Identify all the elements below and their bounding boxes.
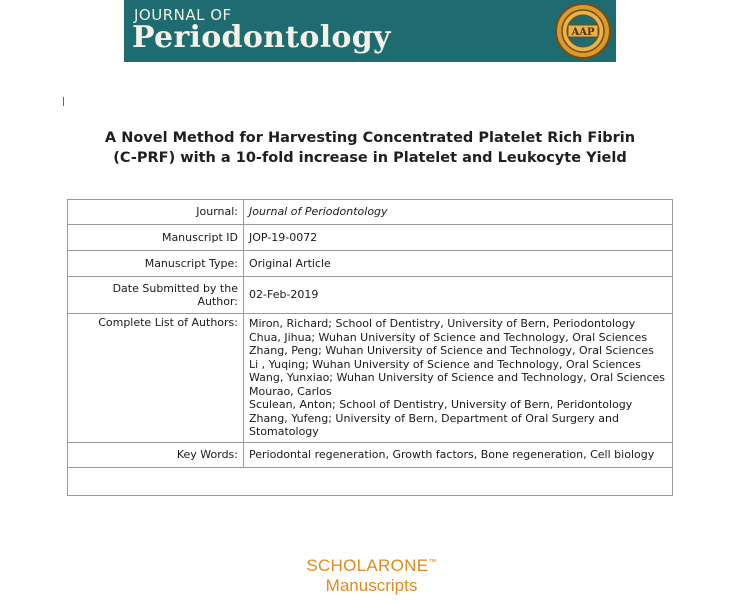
scholarone-logo — [0, 556, 743, 596]
manuscript-type-value: Original Article — [244, 251, 673, 277]
author-entry: Chua, Jihua; Wuhan University of Science and Technology, Oral Sciences — [249, 330, 648, 344]
author-entry: Sculean, Anton; School of Dentistry, University of Bern, Peridontology — [249, 398, 633, 411]
journal-banner — [124, 0, 616, 62]
manuscripts-wordmark: Manuscripts — [325, 576, 418, 595]
aap-seal-icon — [550, 0, 616, 62]
journal-name-line1: JOURNAL OF — [134, 6, 232, 24]
date-submitted-label: Date Submitted by the Author: — [68, 277, 244, 314]
row-manuscript-type — [68, 251, 673, 277]
svg-text:AAP: AAP — [571, 27, 595, 38]
author-entry: Miron, Richard; School of Dentistry, University of Bern, Periodontology — [249, 317, 636, 330]
manuscript-title: A Novel Method for Harvesting Concentrated Platelet Rich Fibrin (C-PRF) with a 10-fold increase in Platelet and Leukocyte Yield — [104, 130, 636, 166]
keywords-value: Periodontal regeneration, Growth factors, Bone regeneration, Cell biology — [244, 442, 673, 467]
row-journal — [68, 200, 673, 225]
row-authors — [68, 314, 673, 443]
journal-label: Journal: — [68, 200, 244, 225]
row-empty — [68, 467, 673, 495]
manuscript-id-value: JOP-19-0072 — [244, 225, 673, 251]
authors-label: Complete List of Authors: — [68, 314, 244, 443]
aap-seal-logo — [550, 0, 616, 62]
author-entry: Li , Yuqing; Wuhan University of Science and Technology, Oral Sciences — [249, 357, 641, 371]
author-entry: Wang, Yunxiao; Wuhan University of Science and Technology, Oral Sciences — [249, 371, 666, 384]
journal-value: Journal of Periodontology — [244, 200, 673, 225]
keywords-label: Key Words: — [68, 442, 244, 467]
author-entry: Zhang, Peng; Wuhan University of Science and Technology, Oral Sciences — [249, 344, 654, 357]
manuscript-info-table — [67, 199, 673, 496]
journal-name-line2: Periodontology — [132, 20, 391, 55]
authors-list — [244, 314, 673, 443]
row-date-submitted — [68, 277, 673, 314]
text-cursor — [63, 97, 64, 106]
row-keywords — [68, 442, 673, 467]
row-manuscript-id — [68, 225, 673, 251]
author-entry: Zhang, Yufeng; University of Bern, Department of Oral Surgery and Stomatology — [249, 411, 620, 438]
date-submitted-value: 02-Feb-2019 — [244, 277, 673, 314]
author-entry: Mourao, Carlos — [249, 384, 332, 398]
empty-cell — [68, 467, 673, 495]
scholarone-wordmark: SCHOLARONE™ — [306, 556, 437, 575]
manuscript-id-label: Manuscript ID — [68, 225, 244, 251]
manuscript-type-label: Manuscript Type: — [68, 251, 244, 277]
